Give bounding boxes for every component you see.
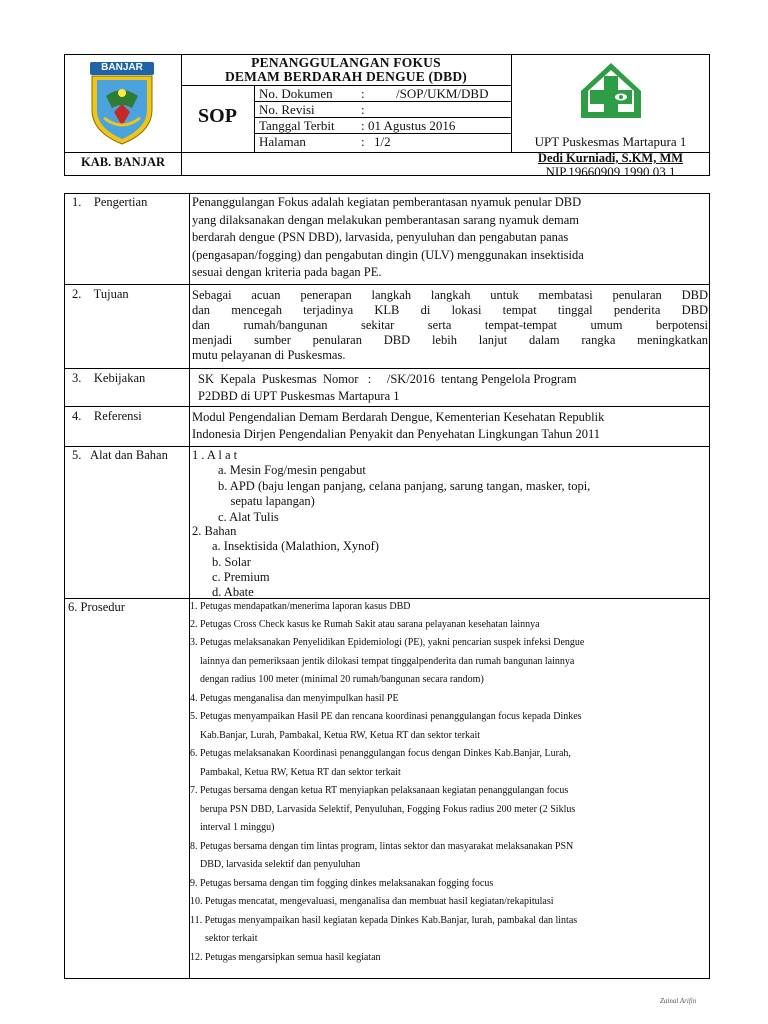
bahan-item: b. Solar [212,555,251,569]
prosedur-line: DBD, larvasida selektif dan penyuluhan [190,859,361,870]
section-label-alat-bahan: 5. Alat dan Bahan [72,448,168,462]
prosedur-line: 6. Petugas melaksanakan Koordinasi penanggulangan focus dengan Dinkes Kab.Banjar, Lurah, [190,748,571,759]
section-label-prosedur: 6. Prosedur [68,600,125,614]
meta-row-sep: : [361,102,365,117]
bahan-title: 2. Bahan [192,524,237,538]
prosedur-line: 2. Petugas Cross Check kasus ke Rumah Sakit atau sarana pelayanan kesehatan lainnya [190,619,540,630]
footer-signature: Zainal Arifin [660,997,697,1005]
region-label: KAB. BANJAR [80,155,166,169]
meta-row-sep: : [361,134,365,149]
meta-row-value: 01 Agustus 2016 [368,118,456,133]
prosedur-line: 1. Petugas mendapatkan/menerima laporan kasus DBD [190,601,411,612]
referensi-line: Modul Pengendalian Demam Berdarah Dengue, Kementerian Kesehatan Republik [192,410,605,424]
meta-row-label: No. Dokumen [259,86,333,101]
prosedur-line: Pambakal, Ketua RW, Ketua RT dan sektor terkait [190,766,401,778]
prosedur-line: 4. Petugas menganalisa dan menyimpulkan hasil PE [190,692,399,704]
prosedur-line: 12. Petugas mengarsipkan semua hasil kegiatan [190,951,381,963]
kebijakan-line: SK Kepala Puskesmas Nomor : /SK/2016 tentang Pengelola Program [198,372,577,386]
header-divider [254,85,255,152]
tujuan-line: dan mencegah terjadinya KLB di lokasi tempat tinggal penderita DBD [192,303,708,317]
org-name: UPT Puskesmas Martapura 1 [534,134,687,149]
meta-row-label: Tanggal Terbit [259,118,335,133]
prosedur-line: 11. Petugas menyampaikan hasil kegiatan kepada Dinkes Kab.Banjar, lurah, pambakal dan lintas [190,914,578,926]
meta-row-value: /SOP/UKM/DBD [396,86,489,101]
header-divider [181,152,511,153]
prosedur-line: 10. Petugas mencatat, mengevaluasi, menganalisa dan membuat hasil kegiatan/rekapitulasi [190,896,554,907]
pengertian-line: (pengasapan/fogging) dan pengabutan dingin (ULV) menggunakan insektisida [192,248,584,262]
prosedur-line: dengan radius 100 meter (minimal 20 rumah/bangunan secara random) [190,674,484,685]
puskesmas-logo [578,60,644,122]
prosedur-list [190,601,708,970]
table-row-divider [64,406,710,407]
pengertian-line: sesuai dengan kriteria pada bagan PE. [192,265,382,279]
section-label-referensi: 4. Referensi [72,409,142,423]
prosedur-line: 8. Petugas bersama dengan tim lintas program, lintas sektor dan masyarakat melaksanakan PSN [190,840,574,852]
pengertian-line: yang dilaksanakan dengan melakukan pemberantasan sarang nyamuk demam [192,213,580,227]
table-row-divider [64,446,710,447]
pengertian-line: Penanggulangan Fokus adalah kegiatan pemberantasan nyamuk penular DBD [192,195,582,209]
table-row-divider [64,598,710,599]
document-title-line2: DEMAM BERDARAH DENGUE (DBD) [224,69,468,84]
kebijakan-line: P2DBD di UPT Puskesmas Martapura 1 [198,389,400,403]
prosedur-line: 3. Petugas melaksanakan Penyelidikan Epidemiologi (PE), yakni pencarian suspek infeksi Dengue [190,637,585,648]
prosedur-line: sektor terkait [190,933,258,944]
prosedur-line: Kab.Banjar, Lurah, Pambakal, Ketua RW, Ketua RT dan sektor terkait [190,729,481,741]
tujuan-line: dan rumah/bangunan sekitar serta tempat-tempat umum berpotensi [192,318,708,332]
prosedur-line: interval 1 minggu) [190,822,275,833]
tujuan-line: menjadi sumber penularan DBD lebih lanjut dalam rangka meningkatkan [192,333,708,347]
sop-label: SOP [198,105,237,127]
bahan-item: a. Insektisida (Malathion, Xynof) [212,539,379,553]
header-divider [64,152,182,153]
signer-name: Dedi Kurniadi, S.KM, MM [537,151,684,165]
meta-row-label: Halaman [259,134,306,149]
meta-row-label: No. Revisi [259,102,315,117]
alat-item: b. APD (baju lengan panjang, celana panjang, sarung tangan, masker, topi, [218,479,591,493]
meta-row-sep: : [361,118,365,133]
tujuan-line: mutu pelayanan di Puskesmas. [192,348,346,362]
bahan-item: d. Abate [212,585,254,599]
bahan-item: c. Premium [212,570,270,584]
section-label-pengertian: 1. Pengertian [72,195,148,209]
table-row-divider [64,368,710,369]
alat-title: 1 . A l a t [192,448,238,462]
logo-label: BANJAR [101,62,143,73]
section-label-tujuan: 2. Tujuan [72,287,129,301]
tujuan-line: Sebagai acuan penerapan langkah langkah untuk membatasi penularan DBD [192,288,708,302]
prosedur-line: 5. Petugas menyampaikan Hasil PE dan rencana koordinasi penanggulangan focus kepada Dinkes [190,711,582,722]
prosedur-line: 7. Petugas bersama dengan ketua RT menyiapkan pelaksanaan kegiatan penanggulangan focus [190,785,569,796]
prosedur-line: berupa PSN DBD, Larvasida Selektif, Penyuluhan, Fogging Fokus radius 200 meter (2 Siklus [190,803,576,815]
pengertian-line: berdarah dengue (PSN DBD), larvasida, penyuluhan dan pengabutan panas [192,230,569,244]
table-row-divider [64,284,710,285]
prosedur-line: lainnya dan pemeriksaan jentik dilokasi tempat tinggalpenderita dan rumah bangunan lainnya [190,655,575,667]
prosedur-line: 9. Petugas bersama dengan tim fogging dinkes melaksanakan fogging focus [190,877,494,889]
alat-item: c. Alat Tulis [218,510,279,524]
alat-item: sepatu lapangan) [218,494,315,508]
alat-item: a. Mesin Fog/mesin pengabut [218,463,366,477]
meta-row-sep: : [361,86,365,101]
document-title-line1: PENANGGULANGAN FOKUS [251,55,441,70]
meta-row-value: 1/2 [374,134,391,149]
section-label-kebijakan: 3. Kebijakan [72,371,146,385]
signer-nip: NIP.19660909 1990 03 1 [545,164,676,179]
referensi-line: Indonesia Dirjen Pengendalian Penyakit dan Penyehatan Lingkungan Tahun 2011 [192,427,601,441]
